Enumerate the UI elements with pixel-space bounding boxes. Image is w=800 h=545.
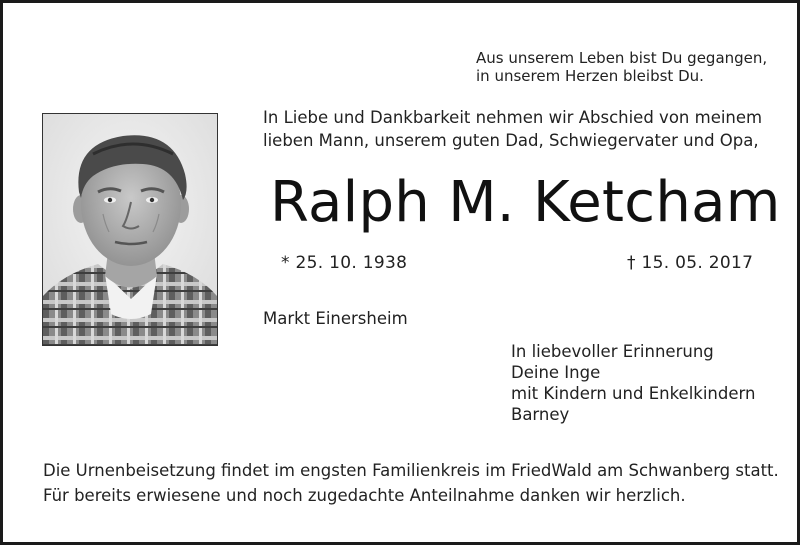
quote-line-1: Aus unserem Leben bist Du gegangen, (476, 49, 768, 67)
footer-line-1: Die Urnenbeisetzung findet im engsten Familienkreis im FriedWald am Schwanberg statt. (43, 461, 779, 480)
portrait-icon (43, 114, 217, 345)
signature-line-2: Deine Inge (511, 363, 601, 382)
intro-line-1: In Liebe und Dankbarkeit nehmen wir Abschied von meinem (263, 108, 763, 127)
intro-line-2: lieben Mann, unserem guten Dad, Schwiegervater und Opa, (263, 131, 759, 150)
quote-line-2: in unserem Herzen bleibst Du. (476, 67, 704, 85)
place-of-residence: Markt Einersheim (263, 309, 408, 328)
birth-date: * 25. 10. 1938 (281, 253, 408, 273)
footer-line-2: Für bereits erwiesene und noch zugedachte Anteilnahme danken wir herzlich. (43, 486, 686, 505)
signature-line-4: Barney (511, 405, 570, 424)
portrait-photo (42, 113, 218, 346)
deceased-name: Ralph M. Ketcham (270, 170, 781, 235)
signature-line-1: In liebevoller Erinnerung (511, 342, 714, 361)
signature-line-3: mit Kindern und Enkelkindern (511, 384, 756, 403)
death-date: † 15. 05. 2017 (627, 253, 754, 273)
